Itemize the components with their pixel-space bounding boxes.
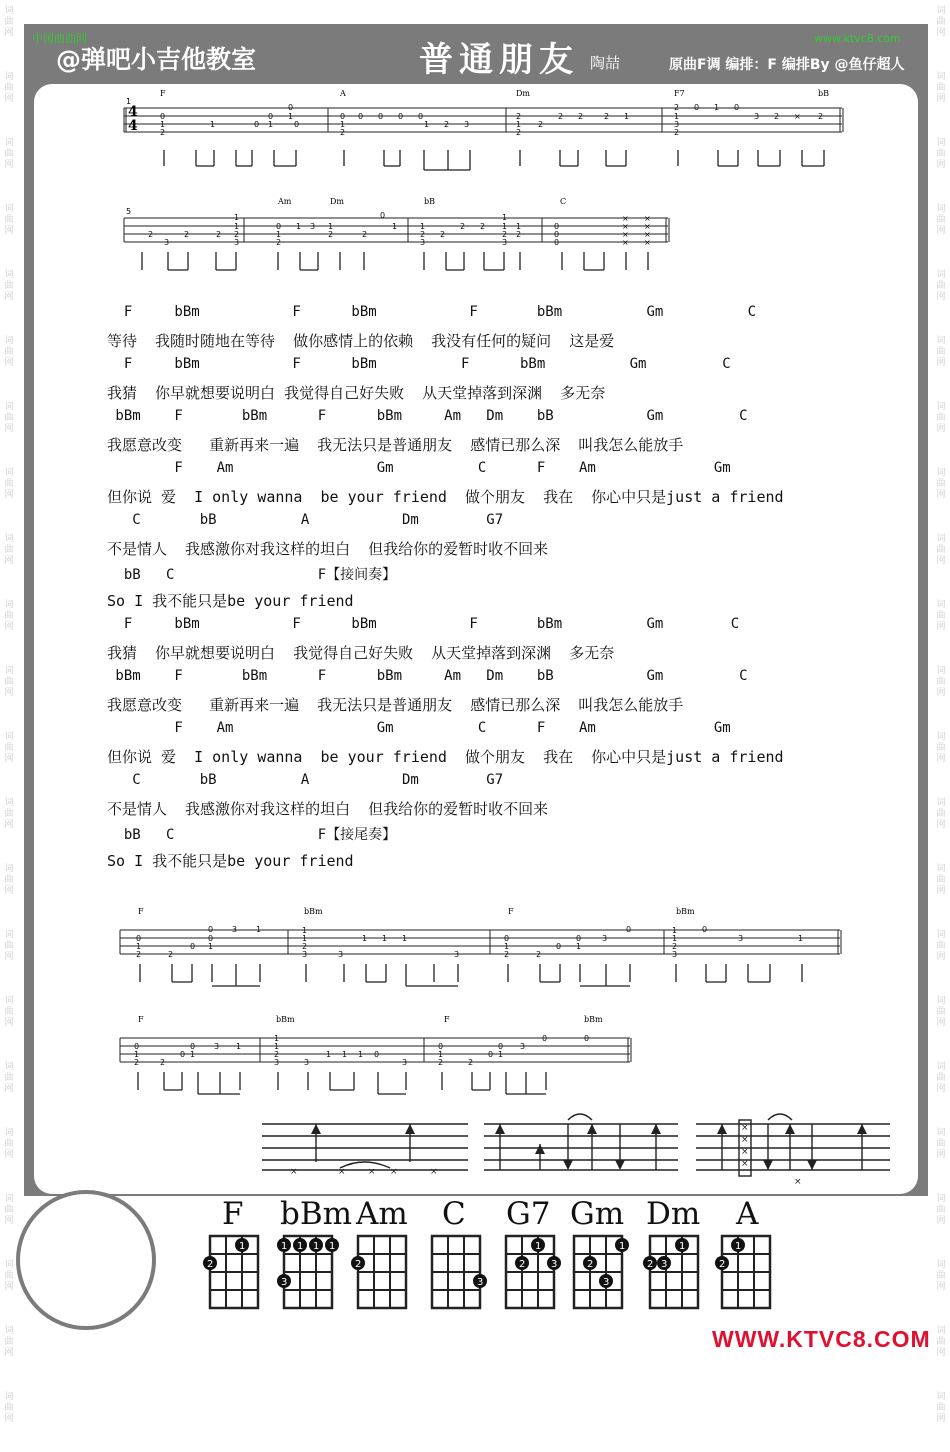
- svg-text:2: 2: [516, 230, 522, 239]
- svg-text:2: 2: [674, 128, 680, 137]
- svg-text:0: 0: [254, 120, 260, 129]
- svg-text:1: 1: [624, 112, 630, 121]
- intro-chord-label: Am: [278, 197, 292, 206]
- chord-line: F bBm F bBm F bBm Gm C: [107, 304, 757, 320]
- chord-line: bBm F bBm F bBm Am Dm bB Gm C: [107, 408, 748, 424]
- chord-name: Am: [356, 1196, 408, 1232]
- svg-text:1: 1: [302, 934, 308, 943]
- header: [24, 24, 928, 82]
- svg-text:1: 1: [576, 942, 582, 951]
- svg-text:1: 1: [281, 1241, 288, 1252]
- fretboard-diagram: [570, 1232, 632, 1352]
- svg-text:2: 2: [674, 103, 680, 112]
- svg-text:0: 0: [276, 222, 282, 231]
- svg-text:×: ×: [622, 230, 629, 239]
- svg-text:2: 2: [420, 230, 426, 239]
- svg-text:0: 0: [438, 1042, 444, 1051]
- svg-text:1: 1: [160, 120, 166, 129]
- svg-text:0: 0: [180, 1050, 186, 1059]
- intro-chord-label: C: [560, 197, 567, 206]
- outro-chord-label: F: [444, 1015, 450, 1024]
- svg-text:1: 1: [424, 120, 430, 129]
- svg-text:×: ×: [644, 214, 651, 223]
- svg-text:×: ×: [644, 222, 651, 231]
- svg-text:1: 1: [714, 103, 720, 112]
- song-title: 普通朋友: [419, 40, 579, 80]
- svg-text:2: 2: [774, 112, 780, 121]
- lyric-line: 我猜 你早就想要说明白 我觉得自己好失败 从天堂掉落到深渊 多无奈: [107, 644, 615, 662]
- svg-text:1: 1: [516, 120, 522, 129]
- svg-text:3: 3: [674, 120, 680, 129]
- svg-text:0: 0: [288, 103, 294, 112]
- svg-text:×: ×: [390, 1167, 398, 1177]
- svg-text:2: 2: [440, 230, 446, 239]
- svg-text:3: 3: [281, 1277, 288, 1288]
- svg-text:3: 3: [234, 238, 240, 247]
- svg-text:0: 0: [734, 103, 740, 112]
- lyric-line: 我愿意改变 重新再来一遍 我无法只是普通朋友 感情已那么深 叫我怎么能放手: [107, 436, 684, 454]
- svg-text:1: 1: [735, 1241, 742, 1252]
- svg-text:1: 1: [392, 222, 398, 231]
- watermark-left: 词 曲 网 词 曲 网 词 曲 网 词 曲 网 词 曲 网 词 曲 网 词 曲 网 词 曲 网 词 曲 网 词 曲 网 词 曲 网 词 曲 网 词 曲 网 词 曲 网 词 曲 网 词 曲 网 词 曲 网 词 曲 网 词 曲 网 词 曲 网 词 曲 网 词 曲 网: [4, 6, 14, 1424]
- svg-text:1: 1: [302, 926, 308, 935]
- watermark-right: 词 曲 网 词 曲 网 词 曲 网 词 曲 网 词 曲 网 词 曲 网 词 曲 网 词 曲 网 词 曲 网 词 曲 网 词 曲 网 词 曲 网 词 曲 网 词 曲 网 词 曲 网 词 曲 网 词 曲 网 词 曲 网 词 曲 网 词 曲 网 词 曲 网 词 曲 网: [936, 6, 946, 1424]
- svg-text:×: ×: [644, 230, 651, 239]
- svg-text:×: ×: [644, 238, 651, 247]
- strum-pattern-1: [262, 1118, 470, 1182]
- svg-text:1: 1: [382, 934, 388, 943]
- svg-text:0: 0: [626, 925, 632, 934]
- svg-text:2: 2: [558, 112, 564, 121]
- svg-text:1: 1: [234, 213, 240, 222]
- svg-text:1: 1: [134, 1050, 140, 1059]
- outro-chord-label: F: [138, 907, 144, 916]
- svg-text:×: ×: [794, 112, 801, 121]
- svg-text:1: 1: [498, 1050, 504, 1059]
- svg-text:1: 1: [297, 1241, 304, 1252]
- svg-text:0: 0: [190, 942, 196, 951]
- svg-text:4: 4: [128, 104, 138, 120]
- svg-text:3: 3: [661, 1259, 668, 1270]
- svg-text:1: 1: [535, 1241, 542, 1252]
- intro-tab-row-2: [118, 194, 678, 278]
- outro-chord-label: bBm: [584, 1015, 603, 1024]
- svg-text:3: 3: [164, 238, 170, 247]
- svg-text:2: 2: [516, 128, 522, 137]
- lyric-line: 我愿意改变 重新再来一遍 我无法只是普通朋友 感情已那么深 叫我怎么能放手: [107, 696, 684, 714]
- svg-text:1: 1: [208, 942, 214, 951]
- svg-text:1: 1: [326, 1050, 332, 1059]
- svg-text:×: ×: [430, 1167, 438, 1177]
- strum-pattern-3: [696, 1110, 892, 1190]
- chord-line: F Am Gm C F Am Gm: [107, 720, 731, 736]
- svg-text:2: 2: [276, 238, 282, 247]
- svg-text:0: 0: [340, 112, 346, 121]
- svg-text:1: 1: [210, 120, 216, 129]
- svg-text:0: 0: [208, 934, 214, 943]
- svg-text:0: 0: [542, 1034, 548, 1043]
- svg-text:2: 2: [504, 950, 510, 959]
- chord-name: A: [736, 1196, 759, 1232]
- svg-text:2: 2: [362, 230, 368, 239]
- svg-text:2: 2: [216, 230, 222, 239]
- svg-text:1: 1: [679, 1241, 686, 1252]
- svg-text:0: 0: [584, 1034, 590, 1043]
- svg-text:3: 3: [672, 950, 678, 959]
- svg-text:1: 1: [674, 112, 680, 121]
- outro-chord-label: F: [508, 907, 514, 916]
- decorative-circle: [16, 1190, 156, 1330]
- outro-chord-label: bBm: [304, 907, 323, 916]
- svg-text:3: 3: [602, 934, 608, 943]
- outro-chord-label: bBm: [276, 1015, 295, 1024]
- svg-text:0: 0: [398, 112, 404, 121]
- svg-text:3: 3: [603, 1277, 610, 1288]
- svg-text:1: 1: [402, 934, 408, 943]
- svg-text:×: ×: [338, 1167, 346, 1177]
- intro-chord-label: Dm: [330, 197, 344, 206]
- svg-text:2: 2: [340, 128, 346, 137]
- intro-chord-label: A: [340, 89, 346, 98]
- svg-text:1: 1: [502, 213, 508, 222]
- svg-text:×: ×: [741, 1159, 749, 1169]
- svg-text:2: 2: [274, 1050, 280, 1059]
- fretboard-diagram: [502, 1232, 564, 1352]
- svg-text:3: 3: [402, 1058, 408, 1067]
- svg-text:3: 3: [754, 112, 760, 121]
- svg-text:2: 2: [207, 1259, 214, 1270]
- svg-text:1: 1: [504, 942, 510, 951]
- svg-text:0: 0: [134, 1042, 140, 1051]
- svg-text:1: 1: [296, 222, 302, 231]
- intro-measure-number-2: 5: [126, 207, 132, 216]
- svg-text:0: 0: [498, 1042, 504, 1051]
- svg-text:1: 1: [313, 1241, 320, 1252]
- chord-line: F Am Gm C F Am Gm: [107, 460, 731, 476]
- chord-name: bBm: [280, 1196, 353, 1232]
- svg-text:0: 0: [190, 1042, 196, 1051]
- svg-text:3: 3: [520, 1042, 526, 1051]
- chord-name: Gm: [570, 1196, 625, 1232]
- svg-text:3: 3: [338, 950, 344, 959]
- svg-text:1: 1: [288, 112, 294, 121]
- svg-text:1: 1: [329, 1241, 336, 1252]
- svg-text:1: 1: [274, 1034, 280, 1043]
- lyric-line: 等待 我随时随地在等待 做你感情上的依赖 我没有任何的疑问 这是爱: [107, 332, 615, 350]
- strum-pattern-2: [484, 1110, 680, 1182]
- svg-text:1: 1: [276, 230, 282, 239]
- chord-line: F bBm F bBm F bBm Gm C: [107, 356, 731, 372]
- svg-text:1: 1: [672, 926, 678, 935]
- lyric-line: 不是情人 我感激你对我这样的坦白 但我给你的爱暂时收不回来: [107, 800, 549, 818]
- svg-text:2: 2: [328, 230, 334, 239]
- fretboard-diagram: [206, 1232, 266, 1352]
- chord-line: C bB A Dm G7: [107, 512, 504, 528]
- svg-text:2: 2: [438, 1058, 444, 1067]
- svg-text:1: 1: [328, 222, 334, 231]
- svg-text:2: 2: [672, 942, 678, 951]
- lyric-line: 但你说 爱 I only wanna be your friend 做个朋友 我在 你心中只是just a friend: [107, 748, 784, 766]
- outro-tab-row-2: [118, 1010, 638, 1102]
- svg-text:0: 0: [554, 238, 560, 247]
- svg-text:1: 1: [256, 925, 262, 934]
- svg-text:2: 2: [160, 1058, 166, 1067]
- svg-text:1: 1: [340, 120, 346, 129]
- fretboard-diagram: [280, 1232, 340, 1352]
- chord-line: F bBm F bBm F bBm Gm C: [107, 616, 740, 632]
- svg-text:1: 1: [268, 120, 274, 129]
- svg-text:2: 2: [234, 230, 240, 239]
- chord-name: F: [222, 1196, 244, 1232]
- lyric-line: 不是情人 我感激你对我这样的坦白 但我给你的爱暂时收不回来: [107, 540, 549, 558]
- artist-name: 陶喆: [590, 54, 621, 72]
- svg-text:2: 2: [818, 112, 824, 121]
- svg-text:2: 2: [604, 112, 610, 121]
- svg-text:2: 2: [719, 1259, 726, 1270]
- svg-text:×: ×: [622, 238, 629, 247]
- channel-name: @弹吧小吉他教室: [56, 45, 257, 74]
- svg-text:0: 0: [294, 120, 300, 129]
- svg-text:2: 2: [519, 1259, 526, 1270]
- intro-tab-row-1: [118, 86, 848, 174]
- lyric-line: So I 我不能只是be your friend: [107, 592, 354, 610]
- svg-text:0: 0: [694, 103, 700, 112]
- svg-text:0: 0: [504, 934, 510, 943]
- svg-text:×: ×: [741, 1135, 749, 1145]
- svg-text:0: 0: [554, 230, 560, 239]
- svg-text:3: 3: [214, 1042, 220, 1051]
- svg-text:1: 1: [274, 1042, 280, 1051]
- svg-text:2: 2: [536, 950, 542, 959]
- intro-chord-label: bB: [818, 89, 829, 98]
- svg-text:1: 1: [672, 934, 678, 943]
- svg-text:3: 3: [738, 934, 744, 943]
- svg-text:3: 3: [454, 950, 460, 959]
- svg-text:3: 3: [420, 238, 426, 247]
- svg-text:0: 0: [556, 942, 562, 951]
- svg-text:2: 2: [444, 120, 450, 129]
- svg-text:2: 2: [160, 128, 166, 137]
- chord-line: bBm F bBm F bBm Am Dm bB Gm C: [107, 668, 748, 684]
- svg-text:0: 0: [378, 112, 384, 121]
- svg-text:3: 3: [477, 1277, 484, 1288]
- svg-text:1: 1: [362, 934, 368, 943]
- svg-text:3: 3: [502, 238, 508, 247]
- svg-text:0: 0: [418, 112, 424, 121]
- svg-text:1: 1: [342, 1050, 348, 1059]
- chord-name: G7: [506, 1196, 551, 1232]
- svg-text:×: ×: [741, 1147, 749, 1157]
- lyric-line: 我猜 你早就想要说明白 我觉得自己好失败 从天堂掉落到深渊 多无奈: [107, 384, 606, 402]
- fretboard-diagram: [646, 1232, 708, 1352]
- intro-chord-label: Dm: [516, 89, 530, 98]
- svg-text:2: 2: [578, 112, 584, 121]
- svg-text:0: 0: [358, 112, 364, 121]
- svg-text:×: ×: [622, 222, 629, 231]
- svg-text:2: 2: [502, 230, 508, 239]
- svg-text:×: ×: [794, 1177, 802, 1187]
- svg-text:2: 2: [136, 950, 142, 959]
- chord-line: C bB A Dm G7: [107, 772, 504, 788]
- svg-text:2: 2: [148, 230, 154, 239]
- intro-chord-label: bB: [424, 197, 435, 206]
- svg-text:1: 1: [239, 1241, 246, 1252]
- svg-text:3: 3: [304, 1058, 310, 1067]
- fretboard-diagram: [428, 1232, 490, 1352]
- svg-text:0: 0: [702, 925, 708, 934]
- svg-text:1: 1: [236, 1042, 242, 1051]
- svg-text:3: 3: [310, 222, 316, 231]
- site-url: www.ktvc8.com: [814, 32, 901, 45]
- svg-text:2: 2: [480, 222, 486, 231]
- svg-text:0: 0: [268, 112, 274, 121]
- svg-text:3: 3: [274, 1058, 280, 1067]
- svg-text:1: 1: [358, 1050, 364, 1059]
- svg-text:2: 2: [302, 942, 308, 951]
- lyric-line: 但你说 爱 I only wanna be your friend 做个朋友 我在 你心中只是just a friend: [107, 488, 784, 506]
- svg-text:0: 0: [488, 1050, 494, 1059]
- svg-text:2: 2: [460, 222, 466, 231]
- svg-text:1: 1: [420, 222, 426, 231]
- lyric-line: So I 我不能只是be your friend: [107, 852, 354, 870]
- svg-text:0: 0: [208, 925, 214, 934]
- svg-text:1: 1: [798, 934, 804, 943]
- svg-text:0: 0: [374, 1050, 380, 1059]
- svg-text:2: 2: [468, 1058, 474, 1067]
- intro-chord-label: F: [160, 89, 166, 98]
- svg-text:0: 0: [136, 934, 142, 943]
- svg-text:3: 3: [302, 950, 308, 959]
- svg-text:1: 1: [234, 222, 240, 231]
- svg-text:0: 0: [160, 112, 166, 121]
- outro-tab-row-1: [118, 902, 848, 994]
- fretboard-diagram: [354, 1232, 414, 1352]
- arrangement-credits: 原曲F调 编排：F 编排By @鱼仔超人: [669, 57, 905, 73]
- svg-text:4: 4: [128, 118, 138, 134]
- svg-text:1: 1: [190, 1050, 196, 1059]
- svg-text:0: 0: [576, 934, 582, 943]
- svg-text:2: 2: [134, 1058, 140, 1067]
- svg-text:×: ×: [622, 214, 629, 223]
- svg-text:1: 1: [438, 1050, 444, 1059]
- svg-text:2: 2: [168, 950, 174, 959]
- svg-text:2: 2: [516, 112, 522, 121]
- chord-line: bB C F【接尾奏】: [107, 827, 397, 843]
- svg-text:2: 2: [355, 1259, 362, 1270]
- site-name-small: 中国曲曲网: [32, 32, 87, 45]
- intro-measure-number-1: 1: [126, 97, 132, 106]
- svg-text:2: 2: [538, 120, 544, 129]
- svg-text:3: 3: [551, 1259, 558, 1270]
- svg-text:2: 2: [587, 1259, 594, 1270]
- svg-text:0: 0: [380, 211, 386, 220]
- svg-text:3: 3: [232, 925, 238, 934]
- ktvc8-logo: WWW.KTVC8.COM: [712, 1326, 931, 1352]
- chord-name: Dm: [646, 1196, 701, 1232]
- svg-text:×: ×: [741, 1123, 749, 1133]
- svg-text:×: ×: [290, 1167, 298, 1177]
- intro-chord-label: F7: [674, 89, 685, 98]
- outro-chord-label: bBm: [676, 907, 695, 916]
- svg-text:×: ×: [368, 1167, 376, 1177]
- svg-text:1: 1: [516, 222, 522, 231]
- chord-line: bB C F【接间奏】: [107, 567, 397, 583]
- svg-text:2: 2: [184, 230, 190, 239]
- svg-text:3: 3: [464, 120, 470, 129]
- outro-chord-label: F: [138, 1015, 144, 1024]
- svg-text:0: 0: [554, 222, 560, 231]
- svg-text:2: 2: [647, 1259, 654, 1270]
- svg-text:1: 1: [619, 1241, 626, 1252]
- svg-text:1: 1: [502, 222, 508, 231]
- chord-name: C: [442, 1196, 466, 1232]
- svg-text:1: 1: [136, 942, 142, 951]
